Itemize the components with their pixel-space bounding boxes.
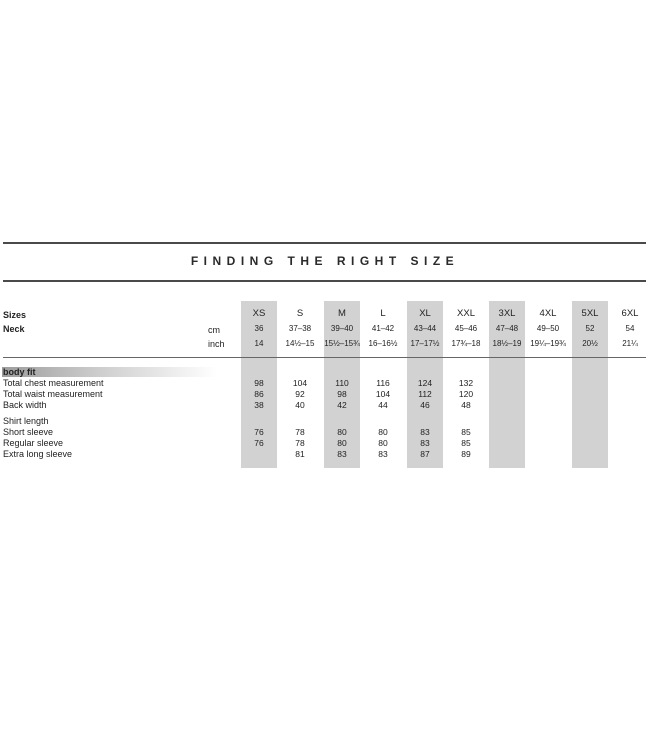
size-header-5xl: 5XL: [581, 308, 599, 319]
regular-sleeve-cell-m: 80: [337, 438, 347, 448]
short-sleeve-cell-s: 78: [295, 427, 305, 437]
regular-sleeve-cell-xl: 83: [420, 438, 430, 448]
short-sleeve-cell-l: 80: [378, 427, 388, 437]
size-header-xxl: XXL: [457, 308, 475, 319]
extra-long-sleeve-cell-m: 83: [337, 449, 347, 459]
neck-inch-cell-xl: 17–17½: [410, 339, 440, 348]
size-header-xl: XL: [419, 308, 431, 319]
waist-cell-m: 98: [337, 389, 347, 399]
sizes-label: Sizes: [3, 310, 27, 320]
size-header-m: M: [338, 308, 346, 319]
extra-long-sleeve-cell-s: 81: [295, 449, 305, 459]
body-fit-label: body fit: [3, 367, 36, 377]
shirt-length-label: Shirt length: [3, 416, 49, 426]
short-sleeve-label: Short sleeve: [3, 427, 54, 437]
total-chest-label: Total chest measurement: [3, 378, 104, 388]
size-header-s: S: [296, 308, 304, 319]
back-width-cell-l: 44: [378, 400, 388, 410]
back-width-cell-m: 42: [337, 400, 347, 410]
extra-long-sleeve-cell-l: 83: [378, 449, 388, 459]
neck-cm-cell-5xl: 52: [585, 324, 595, 333]
unit-cm: cm: [208, 325, 220, 335]
size-header-3xl: 3XL: [498, 308, 516, 319]
extra-long-sleeve-cell-xxl: 89: [461, 449, 471, 459]
short-sleeve-cell-xxl: 85: [461, 427, 471, 437]
neck-cm-cell-l: 41–42: [371, 324, 395, 333]
title-underline-rule: [3, 280, 646, 282]
waist-cell-xs: 86: [254, 389, 264, 399]
short-sleeve-cell-xl: 83: [420, 427, 430, 437]
chest-cell-l: 116: [376, 378, 390, 388]
neck-cm-cell-6xl: 54: [625, 324, 635, 333]
neck-inch-cell-3xl: 18½–19: [492, 339, 522, 348]
regular-sleeve-cell-s: 78: [295, 438, 305, 448]
waist-cell-s: 92: [295, 389, 305, 399]
neck-label: Neck: [3, 324, 25, 334]
neck-cm-cell-xl: 43–44: [413, 324, 437, 333]
neck-cm-cell-xxl: 45–46: [454, 324, 478, 333]
size-header-4xl: 4XL: [539, 308, 557, 319]
regular-sleeve-label: Regular sleeve: [3, 438, 64, 448]
regular-sleeve-cell-xs: 76: [254, 438, 264, 448]
size-header-6xl: 6XL: [621, 308, 639, 319]
neck-cm-cell-4xl: 49–50: [536, 324, 560, 333]
top-rule: [3, 242, 646, 244]
neck-cm-cell-3xl: 47–48: [495, 324, 519, 333]
chest-cell-xl: 124: [417, 378, 433, 388]
back-width-cell-xs: 38: [254, 400, 264, 410]
neck-inch-cell-xs: 14: [254, 339, 264, 348]
neck-cm-cell-s: 37–38: [288, 324, 312, 333]
neck-inch-cell-m: 15½–15¾: [324, 339, 360, 348]
neck-inch-cell-6xl: 21¼: [622, 339, 638, 348]
total-waist-label: Total waist measurement: [3, 389, 103, 399]
neck-inch-cell-l: 16–16½: [368, 339, 398, 348]
neck-cm-cell-m: 39–40: [330, 324, 354, 333]
neck-inch-cell-4xl: 19¼–19¾: [530, 339, 566, 348]
back-width-label: Back width: [3, 400, 47, 410]
back-width-cell-s: 40: [295, 400, 305, 410]
short-sleeve-cell-m: 80: [337, 427, 347, 437]
chest-cell-m: 110: [335, 378, 349, 388]
chest-cell-xs: 98: [254, 378, 264, 388]
unit-inch: inch: [208, 339, 225, 349]
page-title: FINDING THE RIGHT SIZE: [190, 254, 460, 268]
header-divider: [3, 357, 646, 358]
back-width-cell-xl: 46: [420, 400, 430, 410]
short-sleeve-cell-xs: 76: [254, 427, 264, 437]
size-header-xs: XS: [252, 308, 266, 319]
neck-inch-cell-5xl: 20½: [582, 339, 598, 348]
waist-cell-xxl: 120: [458, 389, 474, 399]
extra-long-sleeve-cell-xl: 87: [420, 449, 430, 459]
waist-cell-xl: 112: [418, 389, 432, 399]
chest-cell-s: 104: [292, 378, 308, 388]
neck-inch-cell-s: 14½–15: [285, 339, 315, 348]
extra-long-sleeve-label: Extra long sleeve: [3, 449, 73, 459]
waist-cell-l: 104: [375, 389, 391, 399]
chest-cell-xxl: 132: [458, 378, 474, 388]
back-width-cell-xxl: 48: [461, 400, 471, 410]
neck-cm-cell-xs: 36: [254, 324, 264, 333]
regular-sleeve-cell-l: 80: [378, 438, 388, 448]
neck-inch-cell-xxl: 17¾–18: [451, 339, 481, 348]
size-header-l: L: [380, 308, 386, 319]
regular-sleeve-cell-xxl: 85: [461, 438, 471, 448]
